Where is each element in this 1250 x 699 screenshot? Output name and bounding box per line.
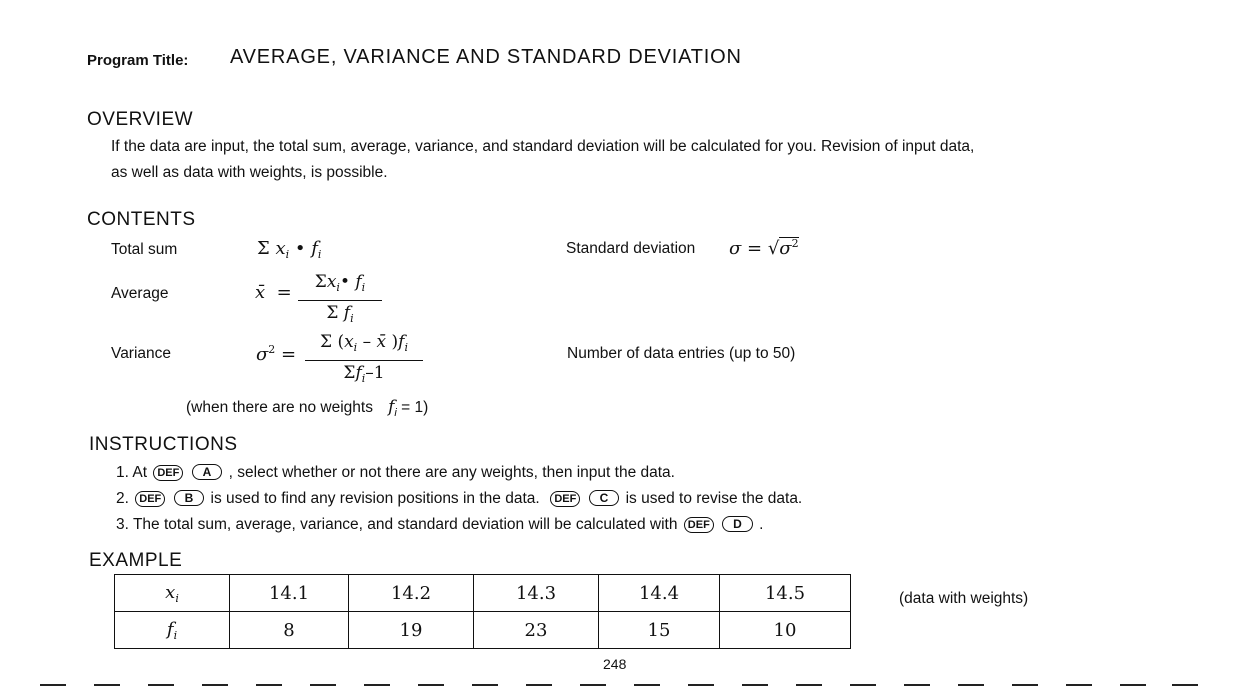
rule-dash [742,684,768,686]
average-symbol: x̄ = [255,282,292,303]
step-3-text: 3. The total sum, average, variance, and standard deviation will be calculated with [116,516,678,533]
x-value-cell: 14.4 [599,575,720,612]
table-row [115,575,851,612]
rule-dash [850,684,876,686]
rule-dash [364,684,390,686]
rule-dash [688,684,714,686]
def-key: DEF [135,491,165,507]
x-value-cell: 14.1 [230,575,349,612]
program-title: AVERAGE, VARIANCE AND STANDARD DEVIATION [230,46,742,68]
a-key: A [192,464,223,480]
def-key: DEF [550,491,580,507]
row-f-subscript: i [173,628,178,642]
overview-line-2: as well as data with weights, is possible. [111,164,388,181]
variance-label: Variance [111,345,172,362]
total-sum-label: Total sum [111,241,178,258]
example-note: (data with weights) [899,590,1029,607]
step-2-text-b: is used to revise the data. [625,490,803,507]
table-row [115,612,851,649]
rule-dash [472,684,498,686]
weights-note: (when there are no weights $f_i = 1$) [186,397,429,419]
variance-fraction: Σ ($x_i$ – x̄ )$f_i$ $\Sigma f_i-1$ [305,332,423,389]
rule-dash [580,684,606,686]
average-fraction: $\Sigma x_i•$ $f_i$ Σ $f_i$ [298,272,382,329]
step-2-text-a: is used to find any revision positions in the data. [210,490,540,507]
x-value-cell: 14.2 [349,575,474,612]
f-value-cell: 10 [720,612,851,649]
rule-dash [634,684,660,686]
row-x-subscript: i [175,591,179,605]
variance-symbol: $\sigma^2$ = [256,343,297,365]
rule-dash [1120,684,1146,686]
x-value-cell: 14.3 [474,575,599,612]
f-value-cell: 19 [349,612,474,649]
overview-heading: OVERVIEW [87,109,194,130]
def-key: DEF [153,465,183,481]
row-label-x [115,575,230,612]
std-label: Standard deviation [566,240,696,257]
average-label: Average [111,285,169,302]
instruction-step-2 [116,490,802,508]
step-1-at: At [132,464,148,481]
instructions-heading: INSTRUCTIONS [89,434,238,455]
step-1-text: , select whether or not there are any weights, then input the data. [228,464,675,481]
row-f-symbol: f [166,618,174,640]
weights-note-prefix: (when there are no weights [186,399,373,416]
b-key: B [174,490,205,506]
page-number: 248 [603,656,627,672]
total-sum-formula: Σ $x_i$ • $f_i$ [257,238,322,261]
rule-dash [1066,684,1092,686]
step-2-number: 2. [116,490,129,507]
c-key: C [589,490,620,506]
f-value-cell: 8 [230,612,349,649]
rule-dash [148,684,174,686]
x-value-cell: 14.5 [720,575,851,612]
program-title-label: Program Title: [87,52,189,69]
rule-dash [310,684,336,686]
f-value-cell: 23 [474,612,599,649]
step-3-end: . [759,516,764,533]
entries-label: Number of data entries (up to 50) [567,345,796,362]
example-heading: EXAMPLE [89,550,183,571]
contents-heading: CONTENTS [87,209,196,230]
step-1-number: 1. [116,464,129,481]
rule-dash [202,684,228,686]
instruction-step-1 [116,464,675,482]
rule-dash [1172,684,1198,686]
rule-dash [904,684,930,686]
rule-dash [418,684,444,686]
instruction-step-3 [116,516,763,534]
def-key: DEF [684,517,714,533]
weights-note-suffix: = 1) [401,399,429,416]
example-table [114,574,851,649]
rule-dash [526,684,552,686]
rule-dash [796,684,822,686]
row-x-symbol: x [165,581,176,603]
d-key: D [722,516,753,532]
rule-dash [958,684,984,686]
rule-dash [40,684,66,686]
row-label-f [115,612,230,649]
f-value-cell: 15 [599,612,720,649]
rule-dash [94,684,120,686]
rule-dash [1012,684,1038,686]
overview-line-1: If the data are input, the total sum, average, variance, and standard deviation will be calculated for you. Revision of input data, [111,138,975,155]
std-formula: $\sigma = √\sigma^2$ [729,237,799,259]
rule-dash [256,684,282,686]
